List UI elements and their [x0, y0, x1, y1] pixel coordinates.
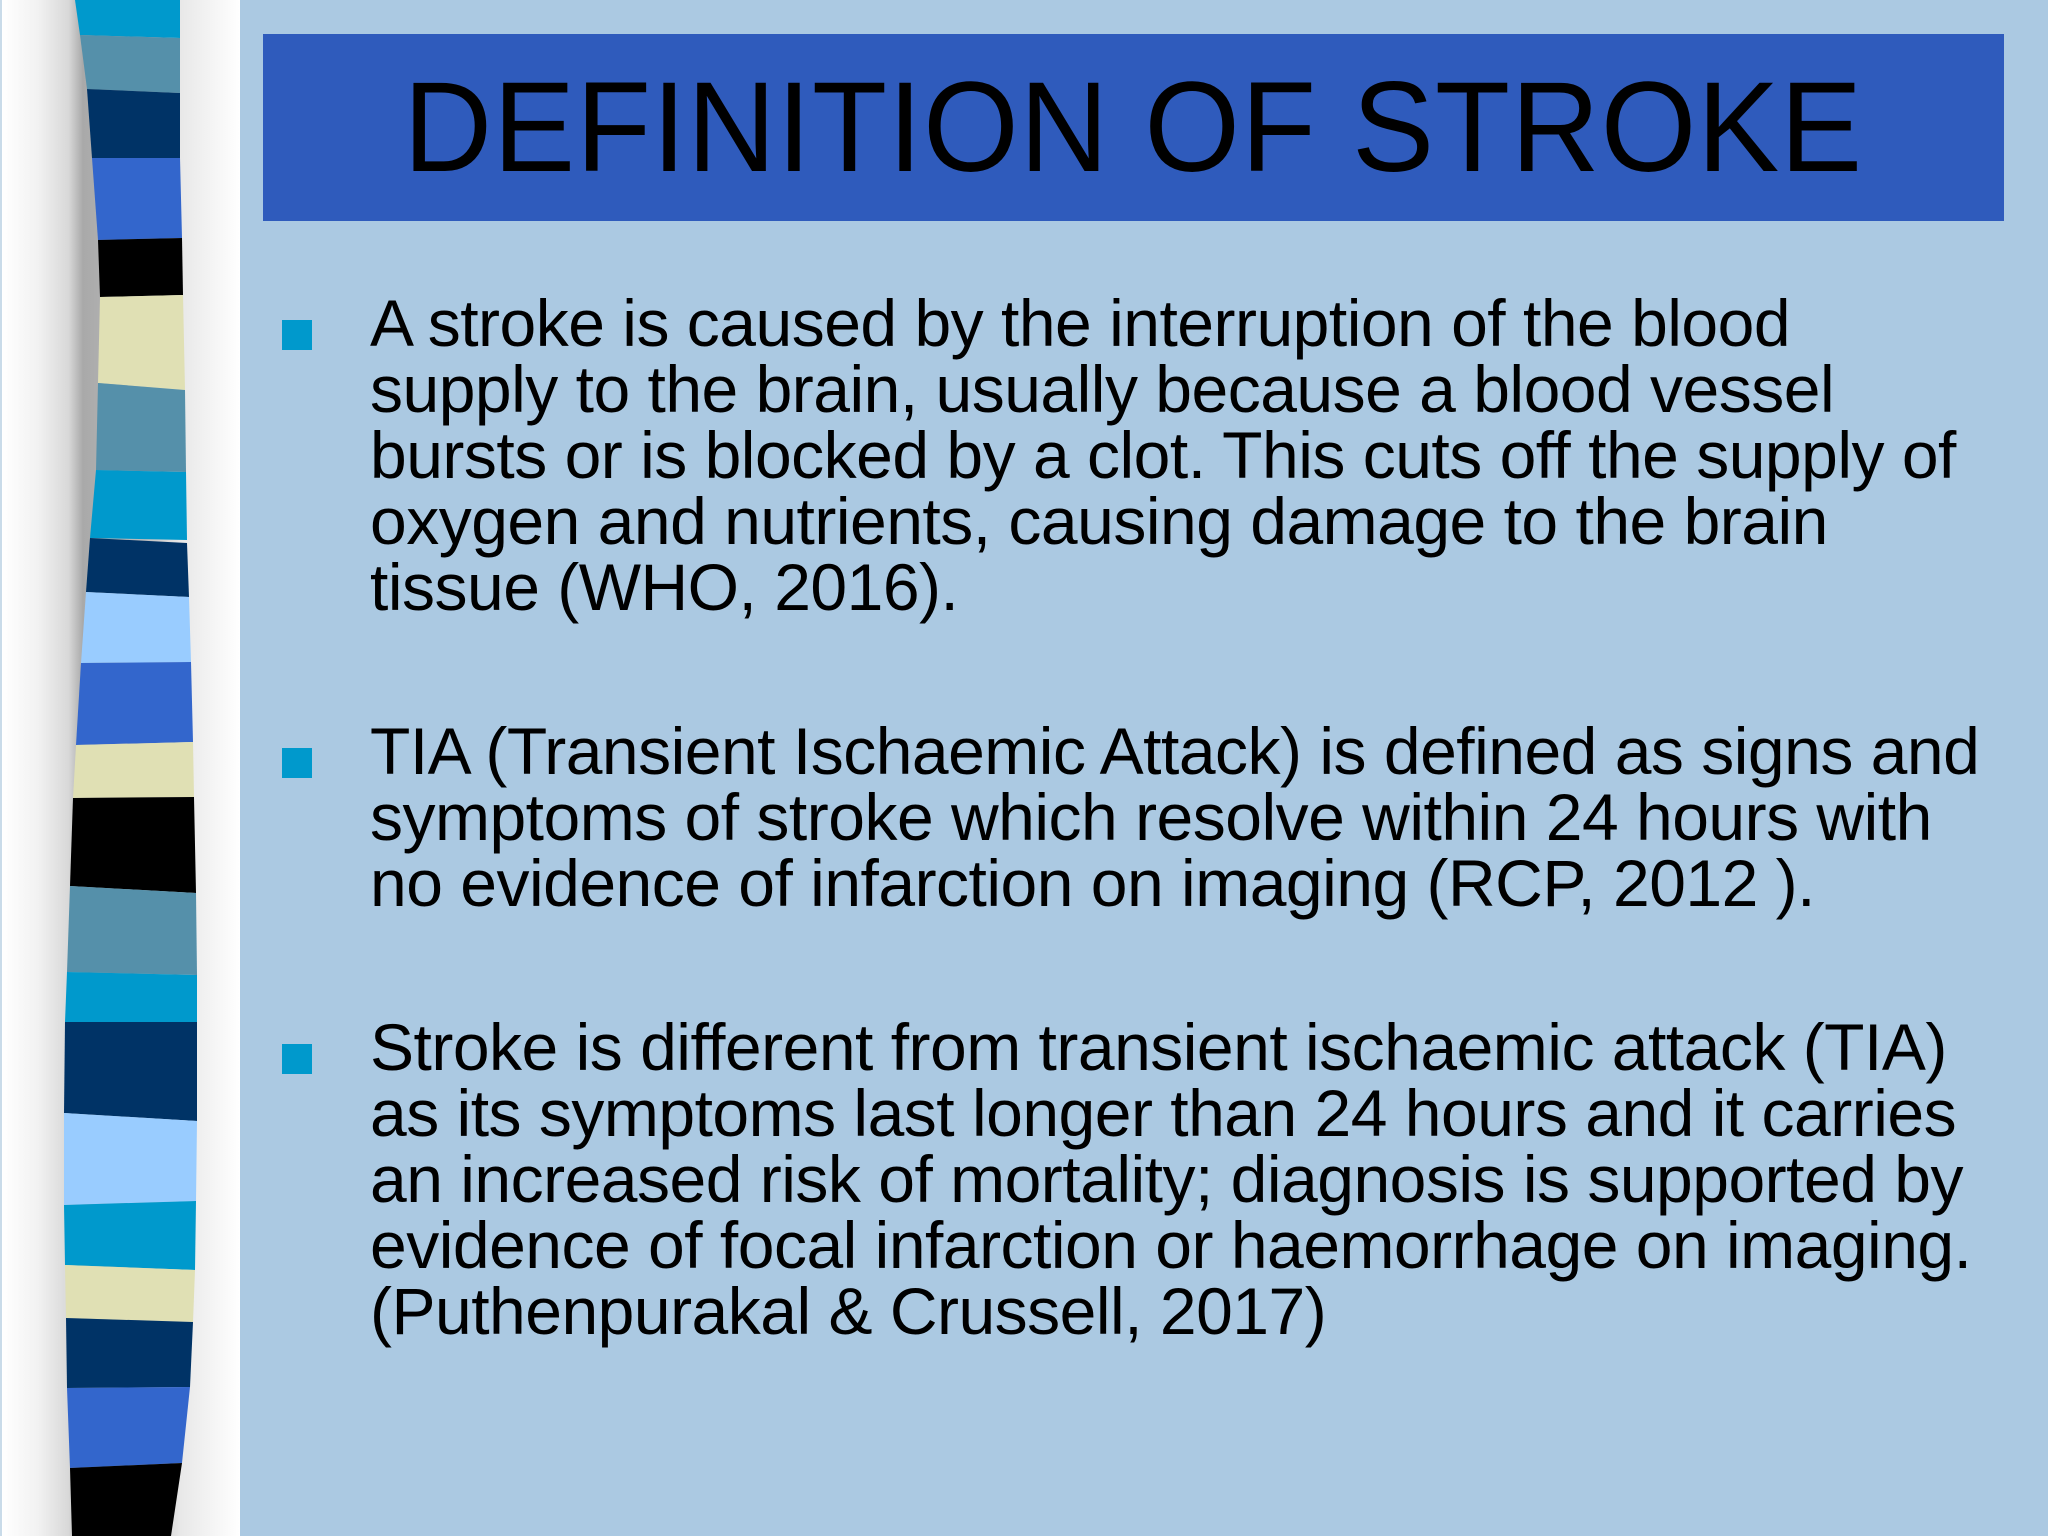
striped-ribbon-decoration	[0, 0, 238, 1536]
bullet-item-stroke-vs-tia	[280, 1010, 2000, 1348]
square-bullet-icon	[282, 320, 312, 350]
square-bullet-icon	[282, 1044, 312, 1074]
square-bullet-icon	[282, 748, 312, 778]
bullet-item-tia-definition	[280, 714, 2000, 920]
bullet-text: TIA (Transient Ischaemic Attack) is defined as signs and symptoms of stroke which resolve within 24 hours with no evidence of infarction on imaging (RCP, 2012 ).	[370, 714, 1980, 920]
bullet-list	[280, 286, 2000, 1442]
title-bar	[263, 34, 2004, 221]
bullet-item-stroke-definition	[280, 286, 2000, 624]
bullet-text: Stroke is different from transient ischaemic attack (TIA) as its symptoms last longer than 24 hours and it carries an increased risk of mortality; diagnosis is supported by evidence of focal infarction or haemorrhage on imaging. (Puthenpurakal & Crussell, 2017)	[370, 1010, 1972, 1348]
bullet-text: A stroke is caused by the interruption of the blood supply to the brain, usually because a blood vessel bursts or is blocked by a clot. This cuts off the supply of oxygen and nutrients, causing damage to the brain tissue (WHO, 2016).	[370, 286, 1956, 624]
slide-title: DEFINITION OF STROKE	[403, 55, 1864, 199]
